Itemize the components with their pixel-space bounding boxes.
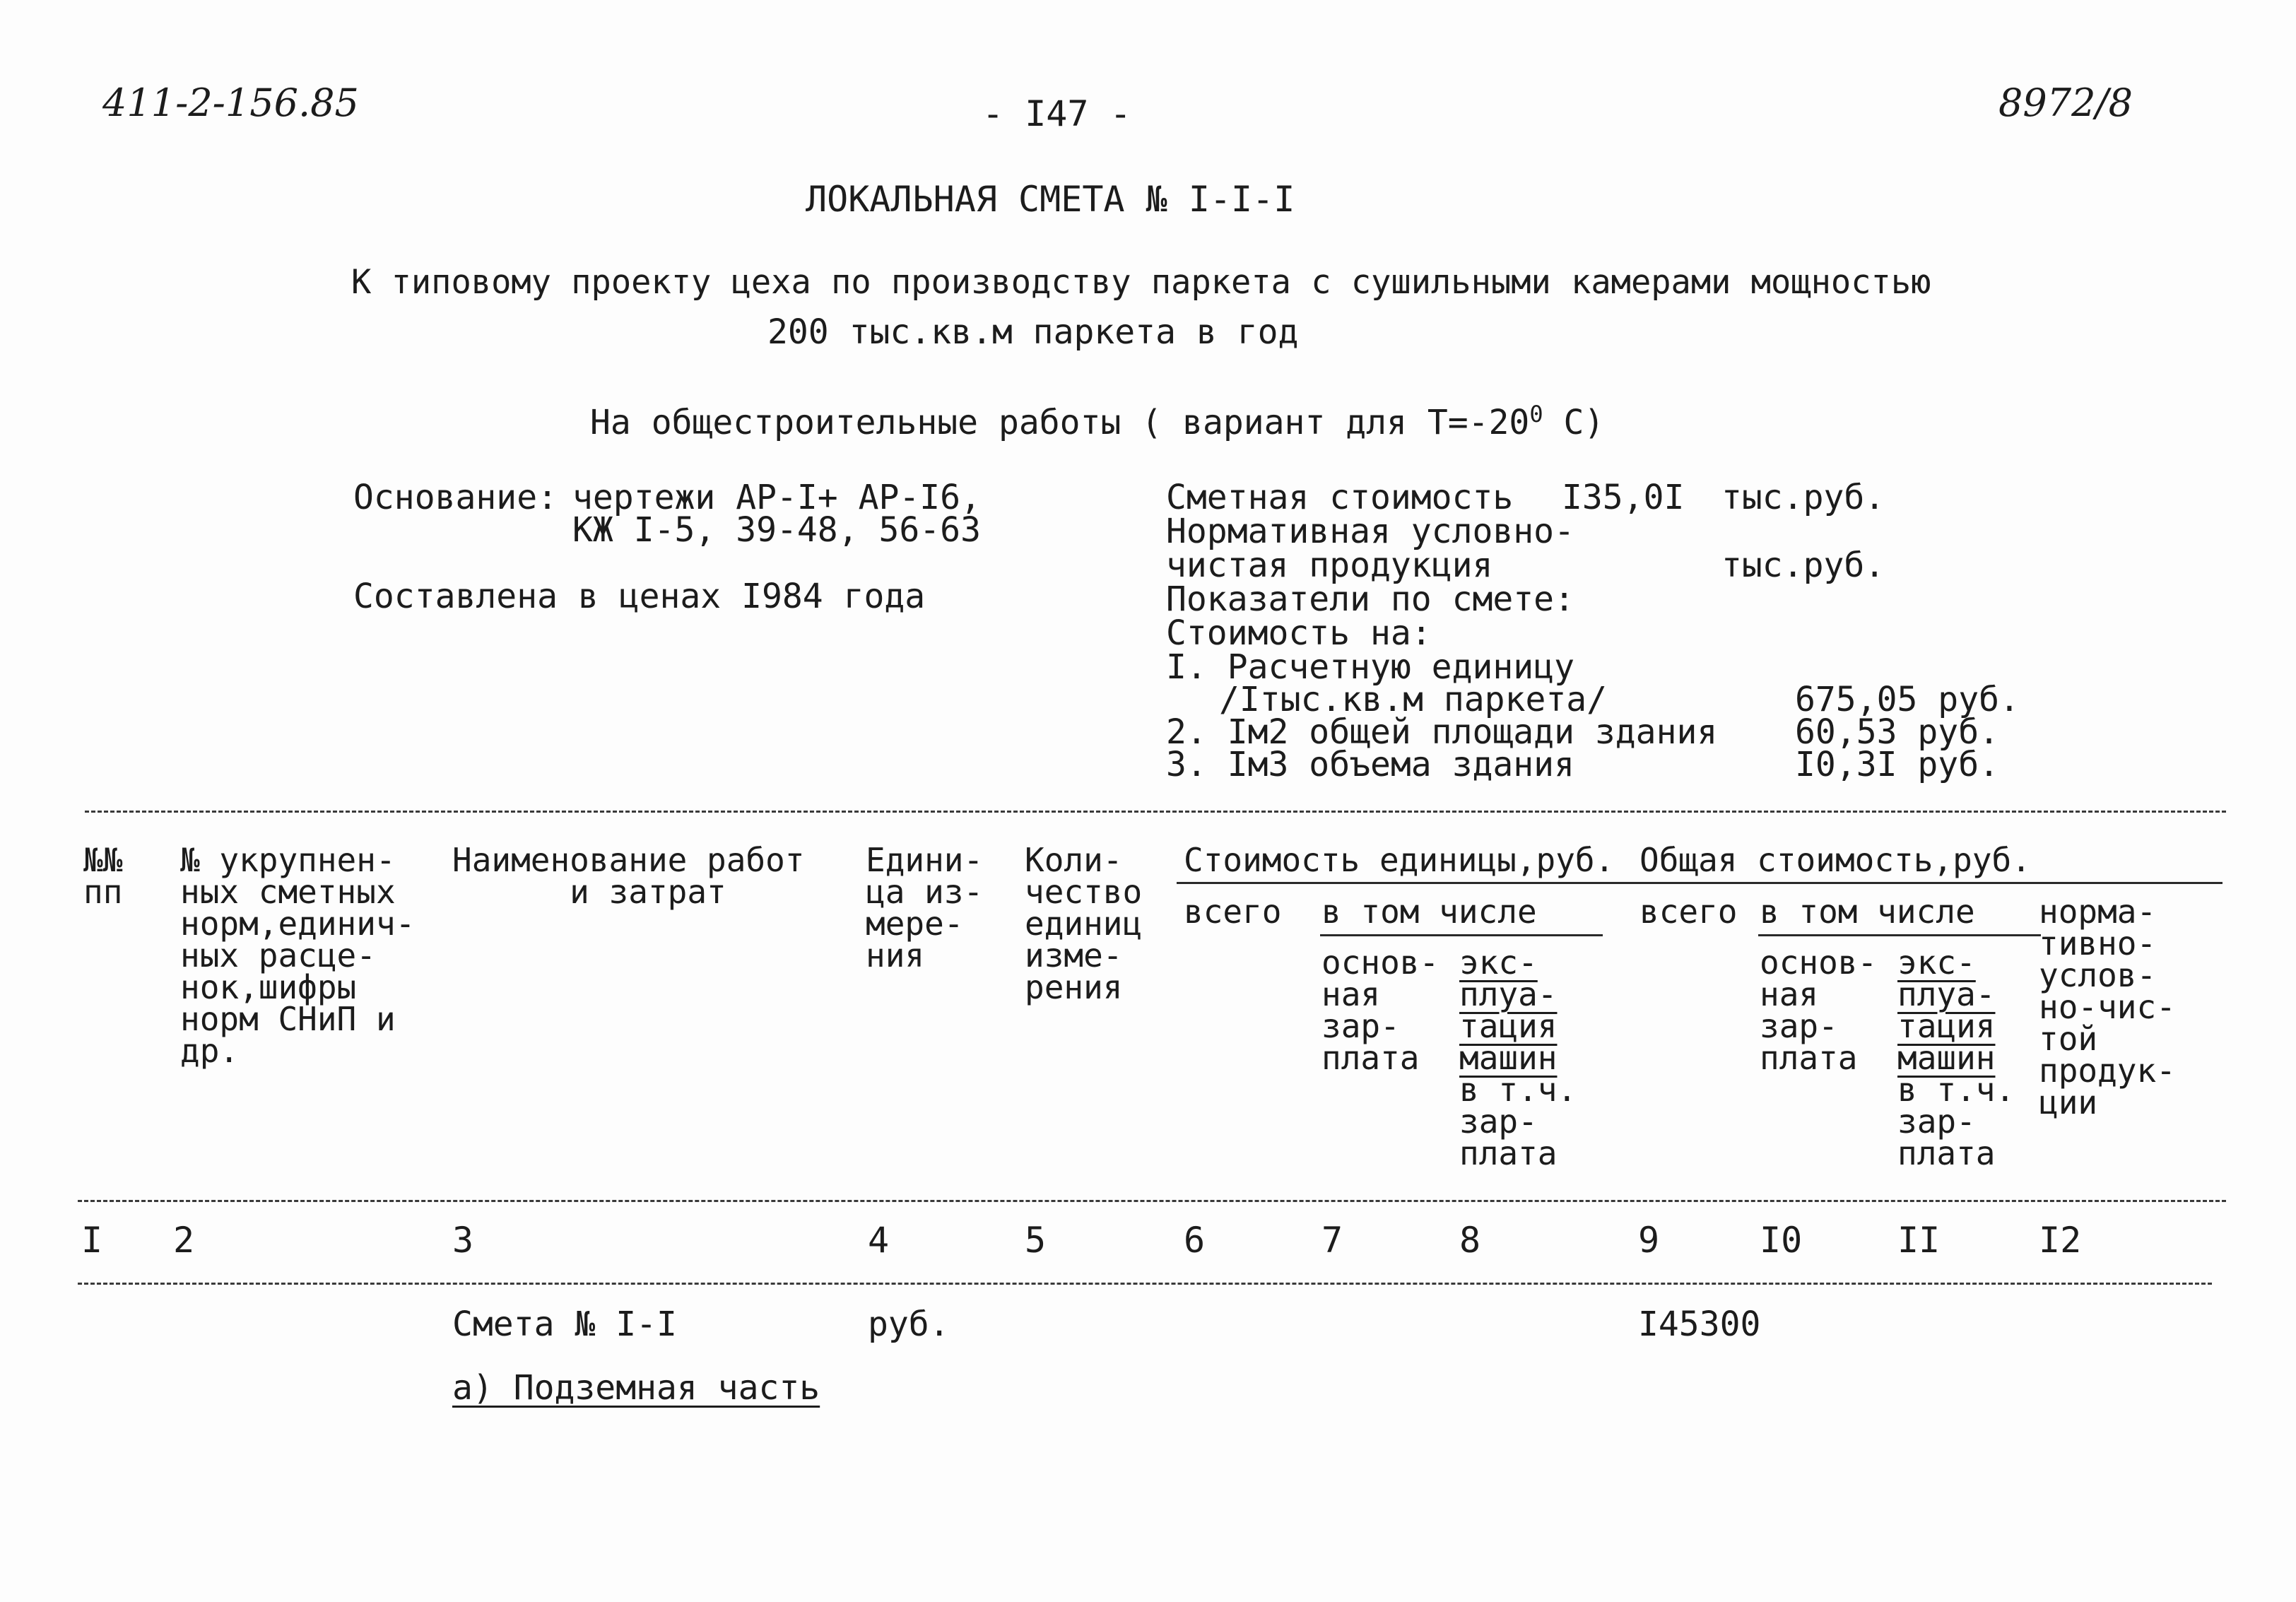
header-total-cost-group: Общая стоимость,руб. <box>1639 841 2031 879</box>
column-number-5: 5 <box>1025 1220 1047 1261</box>
indicator-2-value: 60,53 руб. <box>1795 712 1999 752</box>
indicator-3-value: I0,3I руб. <box>1795 745 1999 784</box>
header-bottom-rule <box>78 1200 2226 1202</box>
works-text: На общестроительные работы ( вариант для Т=-20 <box>590 403 1530 442</box>
header-machine-salary: в т.ч. зар- плата <box>1459 1071 1577 1172</box>
header-machine-operation: экс- плуа- тация машин <box>1459 943 1558 1077</box>
row-name: Смета № I-I <box>452 1304 677 1344</box>
header-unit: Едини- ца из- мере- ния <box>866 841 984 974</box>
page-number: - I47 - <box>982 93 1131 134</box>
header-in-that: в том числе <box>1321 893 1537 931</box>
cost-label: Сметная стоимость <box>1166 478 1514 517</box>
header-in-that-2: в том числе <box>1760 893 1975 931</box>
group-underline <box>1177 882 2223 884</box>
column-number-7: 7 <box>1321 1220 1343 1261</box>
cost-unit: тыс.руб. <box>1721 478 1885 517</box>
column-number-9: 9 <box>1638 1220 1660 1261</box>
header-machine-salary-2: в т.ч. зар- плата <box>1897 1071 2015 1172</box>
header-unit-cost-group: Стоимость единицы,руб. <box>1184 841 1615 879</box>
project-description-line1: К типовому проекту цеха по производству паркета с сушильными камерами мощностью <box>351 263 1931 302</box>
row-total: I45300 <box>1638 1304 1761 1344</box>
column-numbers-rule <box>78 1283 2212 1285</box>
basis-line2: КЖ I-5, 39-48, 56-63 <box>572 510 981 550</box>
indicators-label: Показатели по смете: <box>1166 579 1574 619</box>
degree-mark: 0 <box>1529 401 1543 428</box>
indicator-1-line2: /Iтыс.кв.м паркета/ <box>1219 680 1608 719</box>
column-number-10: I0 <box>1760 1220 1803 1261</box>
header-machine-operation-2: экс- плуа- тация машин <box>1897 943 1996 1077</box>
header-norm-code: № укрупнен- ных сметных норм,единич- ных расце- нок,шифры норм СНиП и др. <box>180 841 416 1070</box>
norm-line2: чистая продукция <box>1166 546 1493 585</box>
header-unit-total: всего <box>1184 893 1282 931</box>
cost-on-label: Стоимость на: <box>1166 613 1432 653</box>
column-number-3: 3 <box>452 1220 474 1261</box>
project-description-line2: 200 тыс.кв.м паркета в год <box>767 312 1299 352</box>
column-number-2: 2 <box>173 1220 195 1261</box>
basis-line1: чертежи АР-I+ АР-I6, <box>572 478 981 517</box>
column-number-1: I <box>81 1220 103 1261</box>
table-top-rule <box>85 811 2226 813</box>
works-suffix: С) <box>1543 403 1605 442</box>
in-that-underline-2 <box>1758 934 2041 936</box>
indicator-1-line1: I. Расчетную единицу <box>1166 647 1574 687</box>
basis-label: Основание: <box>353 478 558 517</box>
estimate-title: ЛОКАЛЬНАЯ СМЕТА № I-I-I <box>806 179 1295 220</box>
works-line <box>590 397 1604 440</box>
row-unit: руб. <box>868 1304 950 1344</box>
header-base-salary: основ- ная зар- плата <box>1321 943 1440 1077</box>
document-code: 411-2-156.85 <box>102 81 359 125</box>
in-that-underline <box>1320 934 1603 936</box>
header-base-salary-2: основ- ная зар- плата <box>1760 943 1878 1077</box>
indicator-1-value: 675,05 руб. <box>1795 680 2020 719</box>
column-number-4: 4 <box>868 1220 890 1261</box>
header-quantity: Коли- чество единиц изме- рения <box>1025 841 1143 1006</box>
norm-line1: Нормативная условно- <box>1166 512 1574 551</box>
indicator-2-label: 2. Iм2 общей площади здания <box>1166 712 1718 752</box>
header-work-name: Наименование работ и затрат <box>452 841 805 911</box>
header-row-number: №№ пп <box>83 841 123 911</box>
norm-unit: тыс.руб. <box>1721 546 1885 585</box>
header-total: всего <box>1639 893 1738 931</box>
header-normative-product: норма- тивно- услов- но-чис- той продук- ции <box>2039 893 2176 1121</box>
section-heading: а) Подземная часть <box>452 1368 820 1408</box>
column-number-11: II <box>1897 1220 1941 1261</box>
indicator-3-label: 3. Iм3 объема здания <box>1166 745 1574 784</box>
column-number-12: I2 <box>2039 1220 2082 1261</box>
column-number-8: 8 <box>1459 1220 1481 1261</box>
prices-line: Составлена в ценах I984 года <box>353 577 926 616</box>
archive-number: 8972/8 <box>1998 81 2133 125</box>
column-number-6: 6 <box>1184 1220 1206 1261</box>
cost-value: I35,0I <box>1562 478 1685 517</box>
